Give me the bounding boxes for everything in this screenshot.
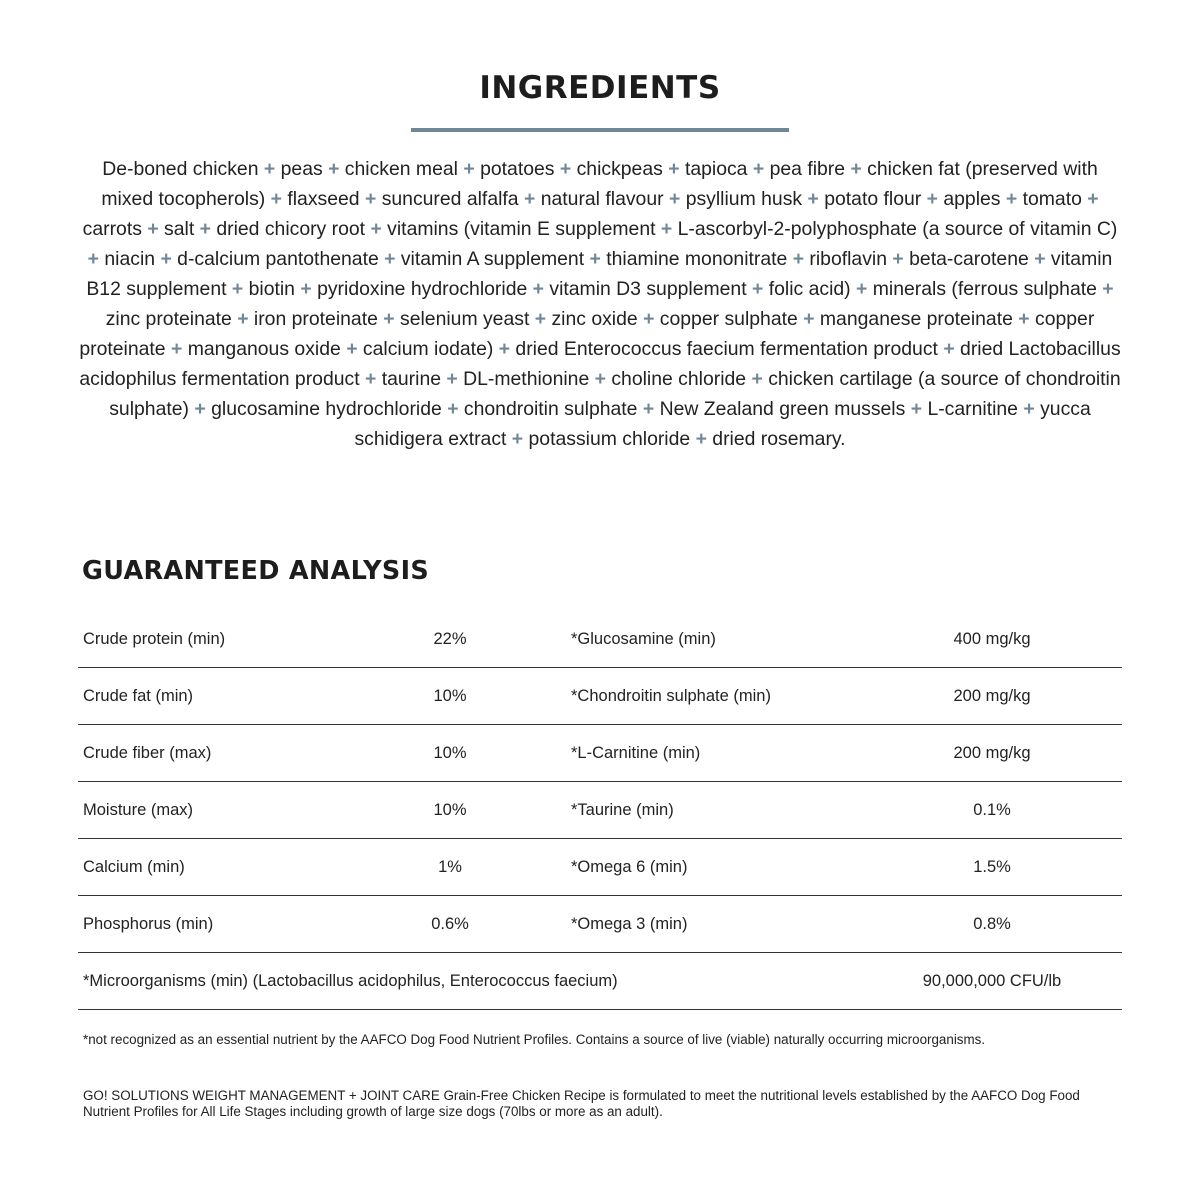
ingredient-item: manganese proteinate	[819, 308, 1013, 330]
table-row	[78, 611, 1122, 668]
ingredient-item: choline chloride	[611, 368, 747, 390]
table-row	[78, 782, 1122, 839]
plus-separator-icon: +	[365, 368, 377, 390]
plus-separator-icon: +	[231, 278, 244, 300]
nutrient-value: 1.5%	[973, 858, 1011, 876]
plus-separator-icon: +	[926, 188, 938, 210]
nutrient-name: *Omega 6 (min)	[571, 858, 688, 876]
plus-separator-icon: +	[147, 218, 159, 240]
ingredient-item: chicken cartilage (a source of chondroitin sulphate)	[109, 368, 1121, 420]
ingredient-item: zinc oxide	[551, 308, 638, 330]
plus-separator-icon: +	[383, 308, 395, 330]
table-row	[78, 668, 1122, 725]
plus-separator-icon: +	[160, 248, 172, 270]
nutrient-value: 400 mg/kg	[953, 630, 1031, 648]
ingredient-item: vitamin D3 supplement	[549, 278, 747, 300]
nutrient-value: 22%	[433, 630, 467, 648]
plus-separator-icon: +	[643, 308, 655, 330]
ingredient-item: dried Lactobacillus acidophilus fermentation product	[79, 338, 1121, 390]
title-underline	[411, 128, 789, 132]
nutrient-name: Calcium (min)	[83, 858, 185, 876]
nutrient-value: 10%	[433, 687, 467, 705]
plus-separator-icon: +	[170, 338, 183, 360]
plus-separator-icon: +	[463, 158, 475, 180]
plus-separator-icon: +	[792, 248, 805, 270]
ingredient-item: dried Enterococcus faecium fermentation product	[515, 338, 938, 360]
plus-separator-icon: +	[752, 278, 764, 300]
plus-separator-icon: +	[559, 158, 572, 180]
ingredient-item: salt	[164, 218, 195, 240]
plus-separator-icon: +	[346, 338, 358, 360]
ingredient-item: De-boned chicken	[102, 158, 259, 180]
table-row	[78, 896, 1122, 953]
plus-separator-icon: +	[1102, 278, 1114, 300]
plus-separator-icon: +	[194, 398, 206, 420]
ingredients-title: INGREDIENTS	[479, 70, 721, 106]
ingredient-item: suncured alfalfa	[381, 188, 519, 210]
plus-separator-icon: +	[328, 158, 340, 180]
ingredient-item: flaxseed	[287, 188, 360, 210]
plus-separator-icon: +	[1005, 188, 1018, 210]
ingredient-item: folic acid)	[768, 278, 851, 300]
ingredient-item: psyllium husk	[685, 188, 803, 210]
ingredient-item: New Zealand green mussels	[659, 398, 906, 420]
ingredient-item: copper sulphate	[659, 308, 798, 330]
ingredient-item: riboflavin	[809, 248, 888, 270]
nutrient-name: Crude fiber (max)	[83, 744, 212, 762]
ingredient-item: chicken fat (preserved with mixed tocopherols)	[101, 158, 1098, 210]
plus-separator-icon: +	[892, 248, 904, 270]
ingredient-item: vitamin B12 supplement	[86, 248, 1113, 300]
nutrient-name: *L-Carnitine (min)	[571, 744, 701, 762]
nutrient-value: 0.1%	[973, 801, 1011, 819]
ingredient-item: chickpeas	[576, 158, 663, 180]
ingredient-item: beta-carotene	[909, 248, 1029, 270]
ingredient-item: d-calcium pantothenate	[177, 248, 379, 270]
plus-separator-icon: +	[803, 308, 815, 330]
plus-separator-icon: +	[534, 308, 547, 330]
nutrient-name: *Chondroitin sulphate (min)	[571, 687, 771, 705]
ingredient-item: vitamins (vitamin E supplement	[387, 218, 656, 240]
nutrient-value: 0.8%	[973, 915, 1011, 933]
aafco-statement: GO! SOLUTIONS WEIGHT MANAGEMENT + JOINT CARE Grain-Free Chicken Recipe is formulated to meet the nutritional levels established by the AAFCO Dog Food Nutrient Profiles for All Life Stages including growth of large size dogs (70lbs or more as an adult).	[83, 1088, 1080, 1119]
ingredient-item: biotin	[248, 278, 295, 300]
table-row	[78, 839, 1122, 896]
plus-separator-icon: +	[447, 398, 459, 420]
plus-separator-icon: +	[943, 338, 955, 360]
plus-separator-icon: +	[589, 248, 601, 270]
ingredients-list	[78, 154, 1122, 454]
plus-separator-icon: +	[668, 188, 681, 210]
ingredient-item: apples	[943, 188, 1001, 210]
nutrient-name: Moisture (max)	[83, 801, 194, 819]
plus-separator-icon: +	[370, 218, 382, 240]
plus-separator-icon: +	[199, 218, 211, 240]
plus-separator-icon: +	[237, 308, 249, 330]
nutrient-value: 10%	[433, 744, 467, 762]
ingredient-item: selenium yeast	[400, 308, 530, 330]
plus-separator-icon: +	[384, 248, 396, 270]
plus-separator-icon: +	[850, 158, 862, 180]
plus-separator-icon: +	[300, 278, 312, 300]
ingredient-item: carrots	[82, 218, 142, 240]
ingredient-item: potassium chloride	[528, 428, 691, 450]
nutrient-name: Phosphorus (min)	[83, 915, 214, 933]
plus-separator-icon: +	[1034, 248, 1046, 270]
plus-separator-icon: +	[1087, 188, 1099, 210]
ingredient-item: peas	[280, 158, 323, 180]
ingredient-item: dried chicory root	[216, 218, 366, 240]
nutrient-name: *Glucosamine (min)	[571, 630, 716, 648]
ingredient-item: chondroitin sulphate	[463, 398, 638, 420]
ingredient-item: potatoes	[480, 158, 555, 180]
nutrient-name: Crude fat (min)	[83, 687, 194, 705]
ingredient-item: tapioca	[684, 158, 748, 180]
ingredient-item: yucca schidigera extract	[354, 398, 1091, 450]
ingredient-item: manganous oxide	[187, 338, 341, 360]
plus-separator-icon: +	[523, 188, 536, 210]
ingredient-item: copper proteinate	[79, 308, 1095, 360]
plus-separator-icon: +	[364, 188, 377, 210]
plus-separator-icon: +	[1018, 308, 1030, 330]
ingredient-item: iron proteinate	[253, 308, 378, 330]
plus-separator-icon: +	[807, 188, 819, 210]
ingredient-item: pea fibre	[769, 158, 846, 180]
ingredient-item: minerals (ferrous sulphate	[872, 278, 1097, 300]
plus-separator-icon: +	[263, 158, 276, 180]
ingredient-item: thiamine mononitrate	[606, 248, 788, 270]
plus-separator-icon: +	[910, 398, 923, 420]
plus-separator-icon: +	[1023, 398, 1035, 420]
plus-separator-icon: +	[446, 368, 458, 390]
ingredient-item: tomato	[1022, 188, 1082, 210]
ingredient-item: pyridoxine hydrochloride	[317, 278, 528, 300]
nutrient-value: 200 mg/kg	[953, 687, 1031, 705]
ingredient-item: taurine	[381, 368, 442, 390]
ingredient-item: chicken meal	[344, 158, 458, 180]
nutrient-name: *Microorganisms (min) (Lactobacillus acidophilus, Enterococcus faecium)	[83, 972, 618, 990]
guaranteed-analysis-table	[78, 611, 1122, 1010]
nutrient-name: Crude protein (min)	[83, 630, 226, 648]
plus-separator-icon: +	[594, 368, 606, 390]
plus-separator-icon: +	[87, 248, 99, 270]
plus-separator-icon: +	[751, 368, 763, 390]
nutrient-name: *Omega 3 (min)	[571, 915, 688, 933]
plus-separator-icon: +	[668, 158, 680, 180]
nutrient-value: 0.6%	[431, 915, 469, 933]
plus-separator-icon: +	[532, 278, 544, 300]
ingredient-item: vitamin A supplement	[400, 248, 585, 270]
nutrient-value: 200 mg/kg	[953, 744, 1031, 762]
plus-separator-icon: +	[642, 398, 655, 420]
nutrient-value: 1%	[438, 858, 462, 876]
table-row	[78, 725, 1122, 782]
ingredient-item: niacin	[104, 248, 156, 270]
footnote: *not recognized as an essential nutrient by the AAFCO Dog Food Nutrient Profiles. Contains a source of live (viable) naturally occurring microorganisms.	[83, 1032, 986, 1047]
ingredient-item: L-ascorbyl-2-polyphosphate (a source of vitamin C)	[677, 218, 1118, 240]
table-row-microorganisms	[78, 953, 1122, 1010]
ingredient-item: zinc proteinate	[105, 308, 232, 330]
plus-separator-icon: +	[856, 278, 868, 300]
plus-separator-icon: +	[660, 218, 673, 240]
plus-separator-icon: +	[752, 158, 765, 180]
ingredient-item: L-carnitine	[927, 398, 1018, 420]
ingredient-item: calcium iodate)	[362, 338, 494, 360]
plus-separator-icon: +	[695, 428, 707, 450]
ingredient-item: dried rosemary.	[712, 428, 846, 450]
plus-separator-icon: +	[511, 428, 524, 450]
ingredient-item: DL-methionine	[463, 368, 590, 390]
ingredient-item: natural flavour	[540, 188, 664, 210]
nutrient-name: *Taurine (min)	[571, 801, 674, 819]
nutrient-value: 10%	[433, 801, 467, 819]
plus-separator-icon: +	[270, 188, 282, 210]
plus-separator-icon: +	[498, 338, 511, 360]
guaranteed-analysis-title: GUARANTEED ANALYSIS	[82, 556, 430, 586]
ingredient-item: glucosamine hydrochloride	[211, 398, 442, 420]
ingredient-item: potato flour	[824, 188, 922, 210]
nutrient-value: 90,000,000 CFU/lb	[922, 972, 1062, 990]
